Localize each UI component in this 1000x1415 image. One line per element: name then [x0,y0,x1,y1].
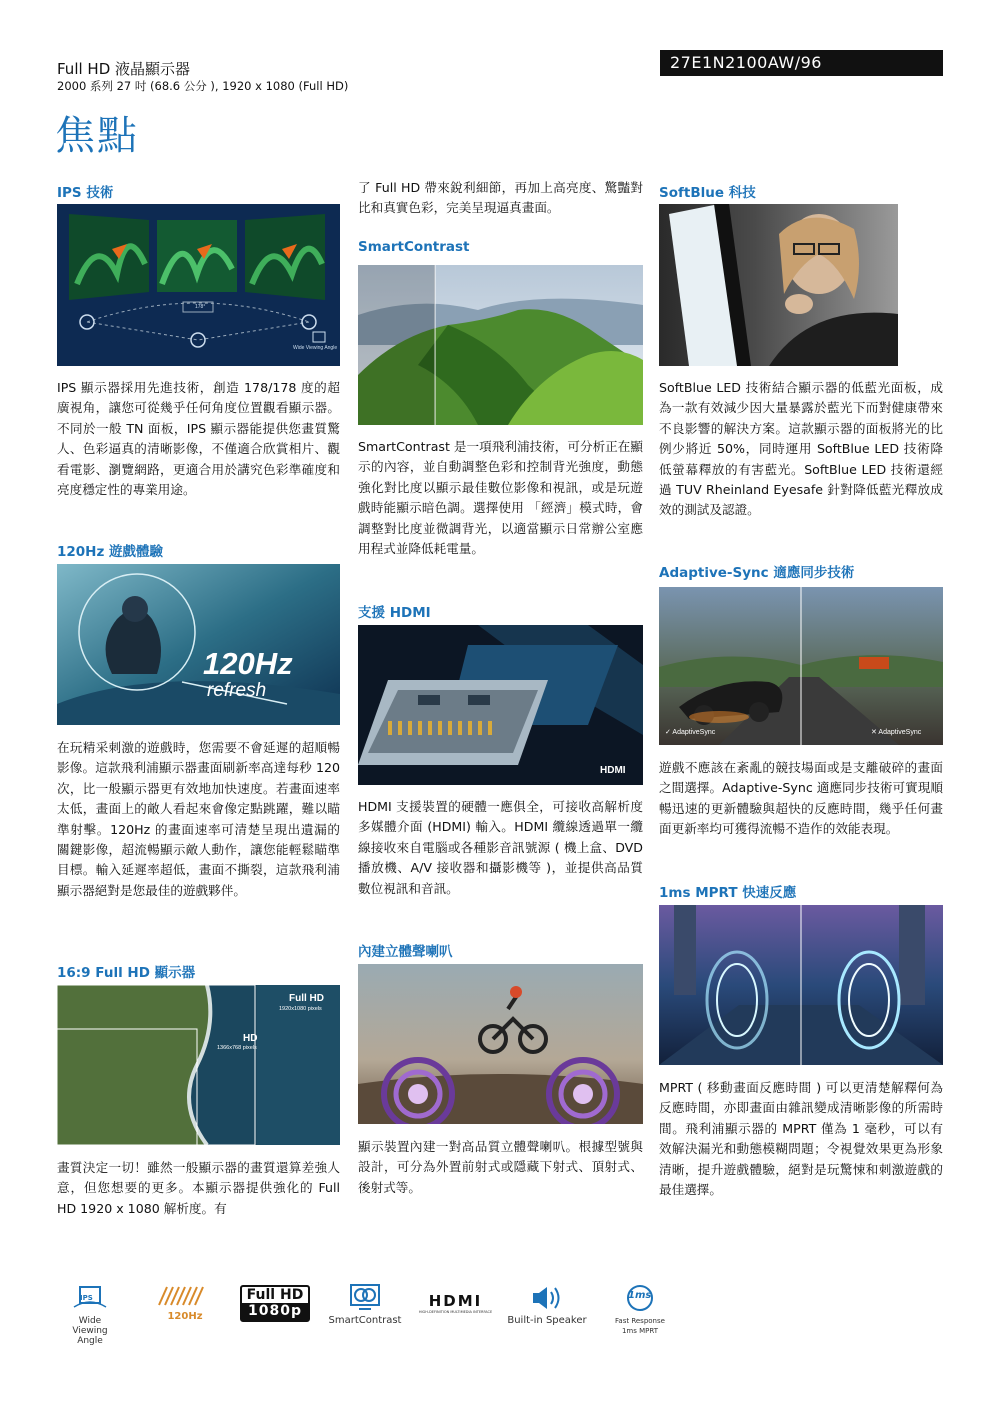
ips-body: IPS 顯示器採用先進技術，創造 178/178 度的超廣視角，讓您可從幾乎任何角度位置觀看顯示器。不同於一般 TN 面板，IPS 顯示器能提供您畫質驚人、色彩逼真的清晰影像，不僅適合欣賞相片、觀看電影、瀏覽網路，更適合用於講究色彩準確度和亮度穩定性的專業用途。 [57,380,340,498]
hdmi-icon [418,1293,493,1315]
adaptive-on-label: ✓ AdaptiveSync [665,729,716,736]
120hz-body: 在玩精采刺激的遊戲時，您需要不會延遲的超順暢影像。這款飛利浦顯示器畫面刷新率高達每秒 120 次，比一般顯示器更有效地加快速度。若畫面速率太低，畫面上的敵人看起來會像定點跳躍，難以瞄準射擊。120Hz 的畫面速率可清楚呈現出遺漏的關鍵影像，超流暢顯示敵人動作，讓您能輕鬆瞄準目標。輸入延遲率超低，畫面不撕裂，這款飛利浦顯示器絕對是您最佳的遊戲夥伴。 [57,740,340,898]
120hz-icon [150,1283,220,1322]
hdmi-image [358,625,643,785]
fullhd-heading: 16:9 Full HD 顯示器 [57,965,196,981]
fullhd-body: 畫質決定一切！雖然一般顯示器的畫質還算差強人意，但您想要的更多。本顯示器提供強化的 Full HD 1920 x 1080 解析度。有 [57,1160,340,1216]
softblue-heading: SoftBlue 科技 [659,185,756,201]
hdmi-icon-logo: HDMI [428,1292,483,1310]
smartcontrast-image [358,265,643,425]
fullhd-image-hd: HD [243,1033,258,1044]
smartcontrast-body: SmartContrast 是一項飛利浦技術，可分析正在顯示的內容，並自動調整色彩和控制背光強度，動態強化對比度以顯示最佳數位影像和視訊，或是玩遊戲時能顯示暗色調。選擇使用 「經濟」模式時，會調整對比度並微調背光，以適當顯示日常辦公室應用程式並降低耗電量。 [358,439,643,557]
hdmi-icon-sub: HIGH-DEFINITION MULTIMEDIA INTERFACE [418,1310,493,1314]
ips-icon-label: Wide Viewing [72,1316,108,1336]
smartcontrast-heading: SmartContrast [358,239,470,255]
1ms-icon [605,1283,675,1336]
fullhd-image [57,985,340,1145]
adaptive-body: 遊戲不應該在紊亂的競技場面或是支離破碎的畫面之間選擇。Adaptive-Sync 適應同步技術可實現順暢迅速的更新體驗與超快的反應時間，幾乎任何畫面更新率均可獲得流暢不造作的效能表現。 [659,760,943,837]
1ms-icon-glyph: 1ms [628,1290,652,1301]
adaptive-heading: Adaptive-Sync 適應同步技術 [659,565,855,581]
hdmi-heading: 支援 HDMI [358,605,431,621]
feature-icon-row [0,1283,1000,1346]
fullhd-icon [240,1285,310,1322]
smartcontrast-icon-label: SmartContrast [328,1315,402,1326]
model-number: 27E1N2100AW/96 [660,50,943,76]
fullhd-icon-bottom: 1080p [242,1303,308,1320]
ips-icon-label2: Angle [77,1336,103,1346]
product-subtitle: 2000 系列 27 吋 (68.6 公分 ), 1920 x 1080 (Full HD) [57,79,349,93]
fullhd-image-fhd: Full HD [289,993,324,1004]
120hz-image [57,564,340,725]
product-title: Full HD 液晶顯示器 [57,60,191,78]
1ms-icon-label: Fast Response [615,1317,665,1325]
softblue-image [659,204,898,366]
speaker-icon-label: Built-in Speaker [507,1315,587,1326]
ips-icon-glyph: IPS [80,1294,93,1302]
120hz-heading: 120Hz 遊戲體驗 [57,544,164,560]
page-title: 焦點 [55,113,139,159]
hdmi-image-label: HDMI [600,765,626,776]
hdmi-body: HDMI 支援裝置的硬體一應俱全，可接收高解析度多媒體介面 (HDMI) 輸入。HDMI 纜線透過單一纜線接收來自電腦或各種影音訊號源 ( 機上盒、DVD 播放機、A/V 接收器和攝影機等 )，並提供高品質數位視訊和音訊。 [358,799,643,896]
smartcontrast-icon [325,1283,405,1326]
fullhd-image-fhd-px: 1920x1080 pixels [279,1006,322,1012]
mprt-body: MPRT ( 移動畫面反應時間 ) 可以更清楚解釋何為反應時間，亦即畫面由雜訊變成清晰影像的所需時間。飛利浦顯示器的 MPRT 僅為 1 毫秒，可以有效解決漏光和動態模糊問題；令視覺效果更為形象清晰，提升遊戲體驗，絕對是玩驚悚和刺激遊戲的最佳選擇。 [659,1080,943,1198]
1ms-icon-label2: 1ms MPRT [621,1327,659,1335]
120hz-icon-label: 120Hz [167,1311,203,1322]
ips-image-angle: 178° [195,304,206,310]
120hz-image-subtext: refresh [207,680,267,701]
adaptive-off-label: ✕ AdaptiveSync [871,729,922,736]
fullhd-image-hd-px: 1366x768 pixels [217,1045,257,1051]
adaptive-image [659,587,943,745]
mprt-heading: 1ms MPRT 快速反應 [659,885,797,901]
ips-image [57,204,340,366]
softblue-body: SoftBlue LED 技術結合顯示器的低藍光面板，成為一款有效減少因大量暴露於藍光下而對健康帶來不良影響的解決方案。這款顯示器的面板將光的比例少將近 50%，同時運用 SoftBlue LED 技術降低螢幕釋放的有害藍光。SoftBlue LED 技術還經過 TUV Rheinland Eyesafe 針對降低藍光釋放成效的測試及認證。 [659,380,943,518]
mprt-image [659,905,943,1065]
120hz-image-text: 120Hz [203,646,293,681]
ips-icon [60,1283,120,1346]
speaker-body: 顯示裝置內建一對高品質立體聲喇叭。根據型號與設計，可分為外置前射式或隱藏下射式、頂射式、後射式等。 [358,1139,643,1195]
speaker-icon [506,1283,588,1326]
speaker-image [358,964,643,1124]
ips-image-label: Wide Viewing Angle [293,345,338,351]
fullhd-body-continued: 了 Full HD 帶來銳利細節，再加上高亮度、驚豔對比和真實色彩，完美呈現逼真畫面。 [358,180,643,216]
ips-heading: IPS 技術 [57,185,114,201]
speaker-heading: 內建立體聲喇叭 [358,944,453,960]
fullhd-icon-top: Full HD [246,1287,304,1303]
